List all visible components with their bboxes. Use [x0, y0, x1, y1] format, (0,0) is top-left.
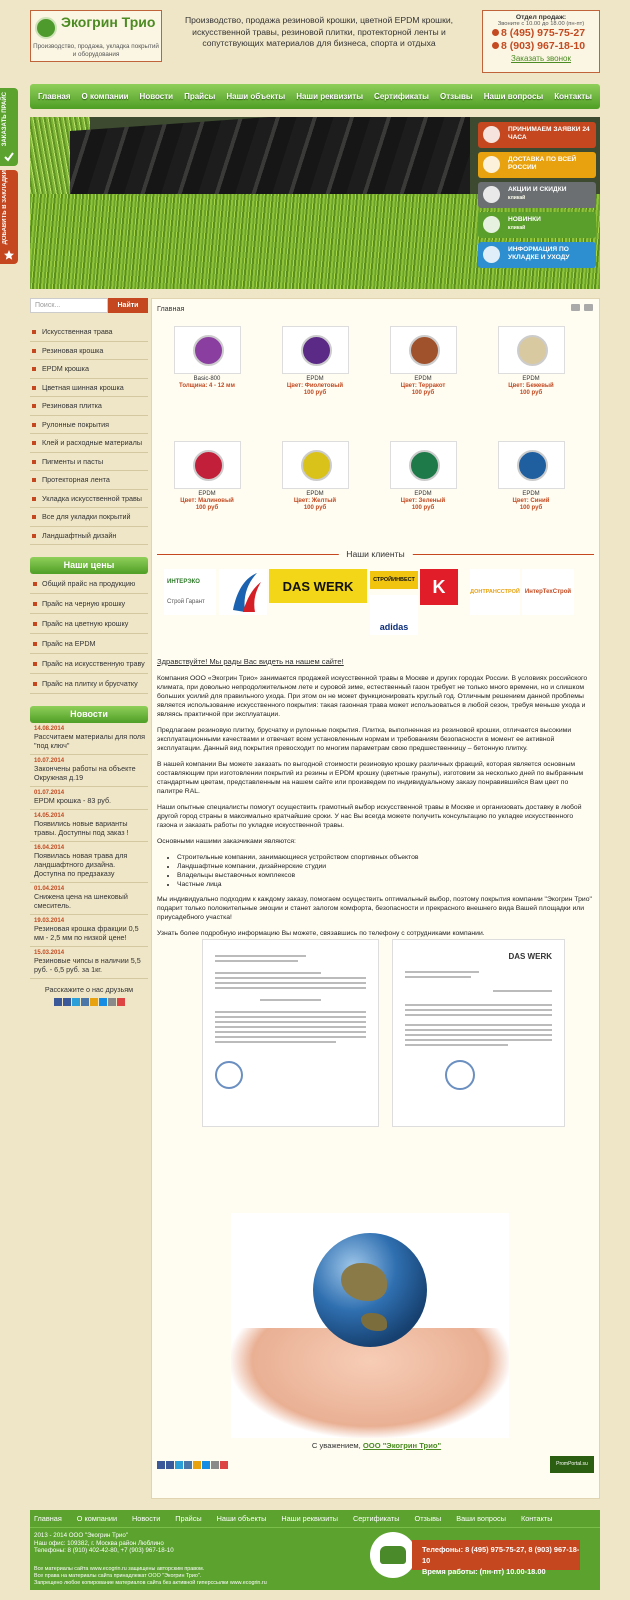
nav-item[interactable]: Прайсы [184, 92, 216, 101]
footer-info: 2013 - 2014 ООО "Экогрин Трио" Наш офис: 109382, г. Москва район Люблино Телефоны: 8 (910) 402-42-80, +7 (903) 967-18-10 [34, 1532, 174, 1554]
product-name: EPDM [522, 376, 540, 382]
list-item: • Частные лица [177, 880, 594, 889]
share-icon[interactable] [175, 1461, 183, 1469]
news-title[interactable]: Появилась новая трава для ландшафтного дизайна. Доступна по предзаказу [34, 851, 128, 878]
news-title[interactable]: Резиновая крошка фракции 0,5 мм - 2,5 мм по низкой цене! [34, 924, 139, 942]
news-date: 10.07.2014 [34, 758, 65, 764]
logo[interactable] [30, 10, 162, 62]
customers-list [177, 853, 594, 889]
client-logo[interactable]: adidas [370, 595, 418, 635]
category-item[interactable]: Протекторная лента [30, 471, 148, 490]
main-content [151, 298, 600, 1499]
category-item[interactable]: Цветная шинная крошка [30, 379, 148, 398]
sidebar [30, 298, 148, 1006]
footer-nav-item[interactable]: Прайсы [175, 1514, 202, 1523]
category-item[interactable]: Пигменты и пасты [30, 453, 148, 472]
telephone-icon [370, 1532, 416, 1578]
product-detail: Цвет: Зеленый [400, 498, 446, 504]
search-button[interactable]: Найти [108, 298, 148, 313]
product-swatch [409, 450, 440, 481]
category-item[interactable]: Клей и расходные материалы [30, 434, 148, 453]
header [30, 8, 600, 78]
nav-item[interactable]: Отзывы [440, 92, 473, 101]
product-swatch [517, 335, 548, 366]
category-item[interactable]: Резиновая крошка [30, 342, 148, 361]
footer-nav-item[interactable]: Ваши вопросы [456, 1514, 506, 1523]
share-icon[interactable] [99, 998, 107, 1006]
news-date: 14.08.2014 [34, 726, 65, 732]
work-hours: Звоните с 10.00 до 18.00 (пн-пт) [497, 21, 585, 27]
share-icon[interactable] [54, 998, 62, 1006]
footer-nav-item[interactable]: Сертификаты [352, 1514, 400, 1523]
product-image[interactable] [498, 326, 565, 374]
nav-item[interactable]: Наши вопросы [483, 92, 544, 101]
product-swatch [301, 450, 332, 481]
nav-item[interactable]: Главная [38, 92, 71, 101]
price-link[interactable]: Общий прайс на продукцию [30, 574, 148, 594]
star-icon [4, 250, 14, 260]
logo-title: Экогрин Трио [61, 14, 156, 30]
greeting: Здравствуйте! Мы рады Вас видеть на нашем сайте! [157, 657, 344, 666]
print-icon[interactable] [584, 304, 593, 311]
tagline: Производство, продажа резиновой крошки, цветной EPDM крошки, искусственной травы, резиновой плитки, протекторной ленты и сопутствующих материалов для бизнеса, спорта и отдыха [184, 15, 454, 48]
client-logo[interactable]: ИнтерТехСтрой [522, 569, 574, 615]
product-card[interactable] [157, 441, 257, 512]
article-paragraph: Компания ООО «Экогрин Трио» занимается продажей искусственной травы в Москве и других городах России. В условиях российского климата, при довольно непродолжительном лете и суровой зиме, естественный газон требует не только много времени, но и слишком больших усилий для правильного ухода. При этом он не может функционировать круглый год. Отличным решением данной проблемы является использование искусственного покрытия: такая газонная трава может использоваться в любой сезон, требуя меньше ухода и являясь практичной при эксплуатации. [157, 675, 588, 718]
product-image[interactable] [282, 441, 349, 489]
news-header: Новости [30, 706, 148, 723]
category-item[interactable]: Ландшафтный дизайн [30, 527, 148, 546]
product-card[interactable] [265, 326, 365, 397]
news-title[interactable]: EPDM крошка - 83 руб. [34, 796, 112, 805]
product-price: 100 руб [303, 390, 327, 396]
prices-header: Наши цены [30, 557, 148, 574]
list-item: • Строительные компании, занимающиеся устройством спортивных объектов [177, 853, 594, 862]
promo-icon [483, 126, 500, 143]
product-price: 100 руб [411, 390, 435, 396]
share-icon[interactable] [211, 1461, 219, 1469]
product-card[interactable] [373, 441, 473, 512]
product-price: 100 руб [195, 505, 219, 511]
promo-icon [483, 246, 500, 263]
phone-1[interactable]: 8 (495) 975-75-27 [483, 27, 599, 40]
product-image[interactable] [282, 326, 349, 374]
article-paragraph: Наши опытные специалисты помогут осуществить грамотный выбор искусственной травы в Москве и организовать доставку в любой другой город страны в максимально кратчайшие сроки. У нас Вы всегда можете получить консультацию по укладке искусственного газона и заказать работы по укладке искусственной травы. [157, 804, 582, 829]
sales-title: Отдел продаж: [515, 14, 567, 21]
news-item[interactable] [30, 755, 148, 787]
add-bookmark-tab-label: ДОБАВИТЬ В ЗАКЛАДКИ [2, 169, 8, 244]
promo-button[interactable]: ДОСТАВКА ПО ВСЕЙ РОССИИ [478, 152, 596, 178]
footer-nav-item[interactable]: Контакты [520, 1514, 553, 1523]
clients-divider [157, 549, 594, 559]
news-date: 01.04.2014 [34, 886, 65, 892]
footer-nav-item[interactable]: Отзывы [414, 1514, 442, 1523]
nav-item[interactable]: О компании [81, 92, 129, 101]
category-item[interactable]: Все для укладки покрытий [30, 508, 148, 527]
category-item[interactable]: Рулонные покрытия [30, 416, 148, 435]
product-swatch [301, 335, 332, 366]
share-icon[interactable] [193, 1461, 201, 1469]
banner [30, 117, 600, 289]
stamp-icon [445, 1060, 475, 1090]
recommendation-letter[interactable] [202, 939, 379, 1127]
product-name: EPDM [306, 376, 324, 382]
article-paragraph: В нашей компании Вы можете заказать по выгодной стоимости резиновую крошку различных фракций, которая является основным составляющим при изготовлении покрытий из резины и EPDM крошку (цветные гранулы), изготовим за несколько дней по выбранным стандартным цветам, представленным на нашем сайте или произведем по индивидуальному заказу понравившийся Вам цвет по палитре RAL. [157, 761, 584, 795]
news-title[interactable]: Закончены работы на объекте Окружная д.19 [34, 764, 136, 782]
nav-item[interactable]: Наши реквизиты [296, 92, 364, 101]
client-logo[interactable]: ДОНТРАНССТРОЙ [470, 569, 520, 615]
footer-copyright: Все материалы сайта www.ecogrin.ru защищены авторским правом. Все права на материалы сайта принадлежат ООО "Экогрин Трио". Запрещено любое копирование материалов сайта без активной гиперссылки www.ecogrin.ru [34, 1566, 267, 1586]
order-price-tab-label: ЗАКАЗАТЬ ПРАЙС [2, 91, 8, 146]
das-werk-letterhead: DAS WERK [508, 952, 552, 961]
footer [30, 1510, 600, 1590]
add-bookmark-tab[interactable] [0, 170, 18, 264]
phone-icon [492, 42, 499, 49]
category-list [30, 323, 148, 545]
product-price: 100 руб [411, 505, 435, 511]
news-item[interactable] [30, 787, 148, 810]
checkmark-icon [4, 152, 14, 162]
footer-nav-item[interactable]: Наши реквизиты [281, 1514, 338, 1523]
news-item[interactable] [30, 947, 148, 979]
footer-nav-item[interactable]: Наши объекты [216, 1514, 267, 1523]
product-card[interactable] [265, 441, 365, 512]
news-date: 19.03.2014 [34, 918, 65, 924]
promo-sub: кликай [508, 225, 526, 231]
product-image[interactable] [174, 326, 241, 374]
client-swoosh-icon [223, 570, 263, 614]
product-price: 100 руб [519, 505, 543, 511]
news-date: 01.07.2014 [34, 790, 65, 796]
product-swatch [517, 450, 548, 481]
product-price: 100 руб [303, 505, 327, 511]
product-detail: Толщина: 4 - 12 мм [179, 383, 235, 389]
category-item[interactable]: Укладка искусственной травы [30, 490, 148, 509]
product-image[interactable] [498, 441, 565, 489]
news-title[interactable]: Резиновые чипсы в наличии 5,5 руб. - 6,5 руб. за 1кг. [34, 956, 141, 974]
category-item[interactable]: Искусственная трава [30, 323, 148, 342]
promo-icon [483, 186, 500, 203]
contact-box [482, 10, 600, 73]
share-icon[interactable] [157, 1461, 165, 1469]
product-card[interactable] [373, 326, 473, 397]
news-item[interactable] [30, 915, 148, 947]
product-detail: Цвет: Желтый [293, 498, 337, 504]
share-icon[interactable] [90, 998, 98, 1006]
promportal-badge[interactable]: PromPortal.su [550, 1456, 594, 1473]
list-item: • Ландшафтные компании, дизайнерские студии [177, 862, 594, 871]
price-link[interactable]: Прайс на плитку и брусчатку [30, 674, 148, 694]
client-logo[interactable]: ИНТЕРЭКО Строй Гарант [164, 569, 216, 615]
category-item[interactable]: EPDM крошка [30, 360, 148, 379]
news-item[interactable] [30, 723, 148, 755]
news-date: 16.04.2014 [34, 845, 65, 851]
share-icon[interactable] [220, 1461, 228, 1469]
share-icon[interactable] [184, 1461, 192, 1469]
share-icon[interactable] [81, 998, 89, 1006]
client-logo[interactable]: K [420, 569, 458, 605]
article-paragraph: Мы индивидуально подходим к каждому заказу, помогаем осуществить оптимальный выбор, поэтому покрытия компании "Экогрин Трио" подарит только положительные эмоции и станет залогом комфорта, безопасности и прекрасного внешнего вида Вашей площадки или приусадебного участка! [157, 896, 592, 921]
product-detail: Цвет: Фиолетовый [286, 383, 344, 389]
stamp-icon [215, 1061, 243, 1089]
product-swatch [193, 335, 224, 366]
clients-title: Наши клиенты [338, 549, 412, 559]
price-list [30, 574, 148, 694]
footer-nav-item[interactable]: О компании [76, 1514, 118, 1523]
news-list [30, 723, 148, 979]
article-paragraph: Узнать более подробную информацию Вы можете, связавшись по телефону с сотрудниками компании. [157, 930, 485, 937]
nav-item[interactable]: Новости [139, 92, 174, 101]
product-card[interactable] [481, 441, 581, 512]
nav-item[interactable]: Наши объекты [226, 92, 286, 101]
product-detail: Цвет: Бежевый [508, 383, 554, 389]
product-name: EPDM [198, 491, 216, 497]
product-image[interactable] [174, 441, 241, 489]
product-swatch [193, 450, 224, 481]
footer-nav-item[interactable]: Главная [34, 1514, 62, 1523]
promo-icon [483, 156, 500, 173]
product-swatch [409, 335, 440, 366]
company-link[interactable]: ООО "Экогрин Трио" [362, 1441, 442, 1450]
phone-icon [492, 29, 499, 36]
search-input[interactable]: Поиск... [30, 298, 108, 313]
list-item: • Владельцы выставочных комплексов [177, 871, 594, 880]
search-form [30, 298, 148, 313]
product-name: EPDM [414, 491, 432, 497]
product-card[interactable] [481, 326, 581, 397]
price-link[interactable]: Прайс на цветную крошку [30, 614, 148, 634]
share-icon[interactable] [166, 1461, 174, 1469]
share-icon[interactable] [108, 998, 116, 1006]
share-icon[interactable] [72, 998, 80, 1006]
promo-button[interactable]: НОВИНКИ кликай [478, 212, 596, 238]
nav-item[interactable]: Сертификаты [374, 92, 430, 101]
page-tools [571, 304, 593, 311]
client-logo[interactable] [219, 569, 267, 615]
news-item[interactable] [30, 810, 148, 842]
news-item[interactable] [30, 883, 148, 915]
globe-in-hands-image [231, 1213, 509, 1438]
promo-button[interactable]: АКЦИИ И СКИДКИ кликай [478, 182, 596, 208]
product-price: 100 руб [519, 390, 543, 396]
share-icon[interactable] [63, 998, 71, 1006]
promo-icon [483, 216, 500, 233]
signature: С уважением, ООО "Экогрин Трио" [311, 1441, 442, 1450]
news-title[interactable]: Рассчитаем материалы для поля "под ключ" [34, 732, 146, 750]
product-image[interactable] [390, 326, 457, 374]
product-name: Basic-800 [193, 376, 221, 382]
product-name: EPDM [306, 491, 324, 497]
article-paragraph: Предлагаем резиновую плитку, брусчатку и рулонные покрытия. Плитка, выполненная из резиновой крошки, отличается высокими эксплуатационными качествами и отвечает всем установленным нормам и требованиям безопасности в момент ее активной эксплуатации. Данный вид покрытия превосходит по многим параметрам свою предшественницу – бетонную плитку. [157, 727, 572, 752]
recommendation-letter[interactable] [392, 939, 565, 1127]
email-icon[interactable] [571, 304, 580, 311]
category-item[interactable]: Резиновая плитка [30, 397, 148, 416]
product-name: EPDM [522, 491, 540, 497]
product-name: EPDM [414, 376, 432, 382]
price-link[interactable]: Прайс на искусственную траву [30, 654, 148, 674]
promo-button[interactable]: ПРИНИМАЕМ ЗАЯВКИ 24 ЧАСА [478, 122, 596, 148]
footer-nav-item[interactable]: Новости [132, 1514, 161, 1523]
order-price-tab[interactable] [0, 88, 18, 166]
product-image[interactable] [390, 441, 457, 489]
main-nav [30, 84, 600, 109]
client-logo[interactable]: DAS WERK [269, 569, 367, 603]
promo-sub: кликай [508, 195, 526, 201]
price-link[interactable]: Прайс на EPDM [30, 634, 148, 654]
share-icon[interactable] [117, 998, 125, 1006]
product-card[interactable] [157, 326, 257, 390]
footer-nav [30, 1510, 600, 1527]
news-item[interactable] [30, 842, 148, 883]
article-body [157, 674, 594, 945]
price-link[interactable]: Прайс на черную крошку [30, 594, 148, 614]
footer-contact: Телефоны: 8 (495) 975-75-27, 8 (903) 967-18-10 Время работы: (пн-пт) 10.00-18.00 [412, 1540, 580, 1570]
logo-subtitle: Производство, продажа, укладка покрытий и оборудования [33, 43, 159, 58]
leaf-logo-icon [35, 17, 57, 39]
product-detail: Цвет: Малиновый [180, 498, 234, 504]
product-detail: Цвет: Терракот [400, 383, 446, 389]
client-logo[interactable]: СТРОЙИНВЕСТ [370, 571, 418, 589]
phone-2[interactable]: 8 (903) 967-18-10 [483, 40, 599, 53]
news-date: 14.05.2014 [34, 813, 65, 819]
share-title: Расскажите о нас друзьям [44, 985, 134, 994]
callback-link[interactable]: Заказать звонок [511, 54, 571, 63]
promo-button[interactable]: ИНФОРМАЦИЯ ПО УКЛАДКЕ И УХОДУ [478, 242, 596, 268]
product-detail: Цвет: Синий [512, 498, 550, 504]
breadcrumb[interactable]: Главная [157, 304, 185, 313]
news-title[interactable]: Появились новые варианты травы. Доступны под заказ ! [34, 819, 129, 837]
nav-item[interactable]: Контакты [554, 92, 592, 101]
share-icons [157, 1461, 228, 1469]
article-paragraph: Основными нашими заказчиками являются: [157, 838, 296, 845]
news-date: 15.03.2014 [34, 950, 65, 956]
news-title[interactable]: Снижена цена на шнековый смеситель. [34, 892, 128, 910]
share-icons [30, 998, 148, 1006]
share-icon[interactable] [202, 1461, 210, 1469]
